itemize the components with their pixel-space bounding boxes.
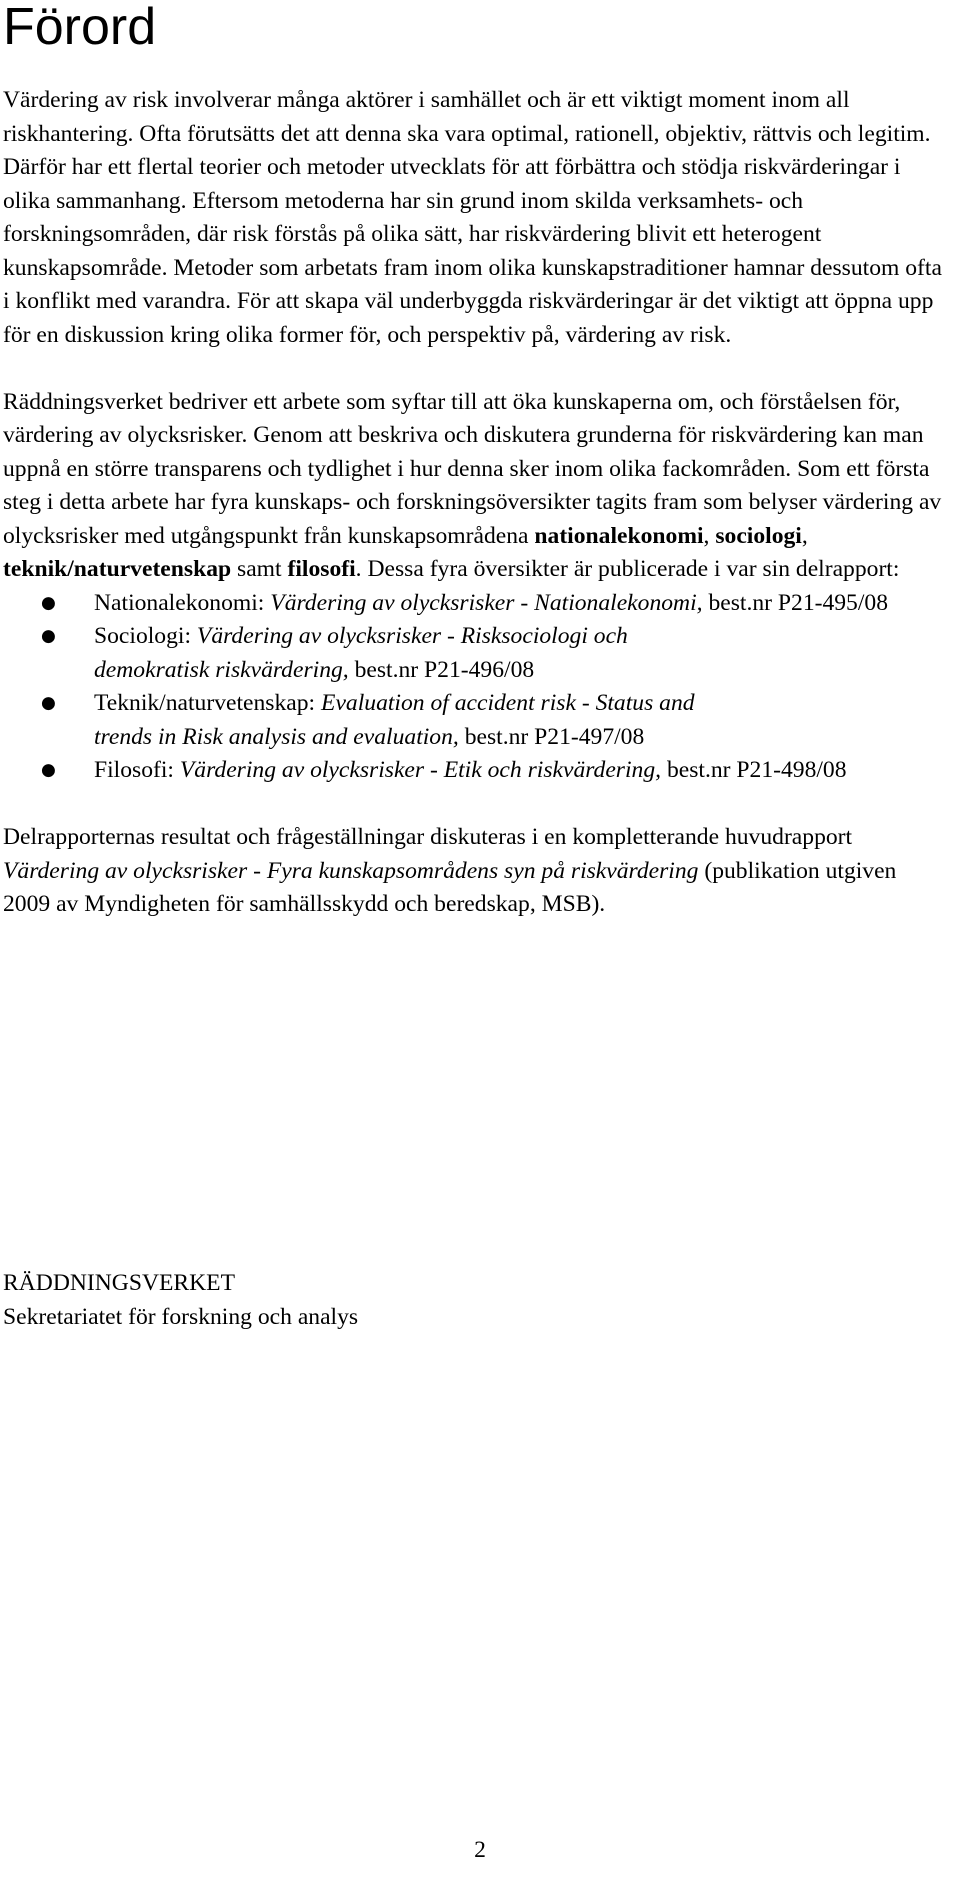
bullet-ref: best.nr P21-498/08 bbox=[666, 757, 847, 783]
main-report-title: Värdering av olycksrisker - Fyra kunskapsområdens syn på riskvärdering bbox=[3, 857, 699, 884]
page-number: 2 bbox=[474, 1837, 486, 1863]
field-filosofi: filosofi bbox=[287, 556, 356, 582]
bullet-title: Värdering av olycksrisker - Nationalekonomi, bbox=[270, 589, 703, 616]
bullet-field: Sociologi: bbox=[94, 623, 192, 649]
bullet-ref: best.nr P21-496/08 bbox=[354, 656, 535, 683]
field-sociologi: sociologi bbox=[715, 522, 802, 549]
bullet-ref: best.nr P21-497/08 bbox=[464, 723, 645, 750]
list-item bbox=[3, 754, 948, 788]
separator: , bbox=[703, 522, 710, 549]
field-teknik: teknik/naturvetenskap bbox=[3, 556, 232, 582]
list-item bbox=[3, 587, 948, 621]
report-list bbox=[3, 587, 948, 788]
body-text bbox=[3, 84, 948, 922]
paragraph-intro: Värdering av risk involverar många aktörer i samhället och är ett viktigt moment inom all riskhantering. Ofta förutsätts det att denna ska vara optimal, rationell, objektiv, rättvis och legitim. Därför har ett flertal teorier och metoder utvecklats för att förbättra och stödja riskvärderingar i olika sammanhang. Eftersom metoderna har sin grund inom skilda verksamhets- och forskningsområden, där risk förstås på olika sätt, har riskvärdering blivit ett heterogent kunskapsområde. Metoder som arbetats fram inom olika kunskapstraditioner hamnar dessutom ofta i konflikt med varandra. För att skapa väl underbyggda riskvärderingar är det viktigt att öppna upp för en diskussion kring olika former för, och perspektiv på, värdering av risk. bbox=[3, 87, 942, 348]
paragraph-work bbox=[3, 386, 948, 587]
bullet-field: Nationalekonomi: bbox=[94, 589, 265, 616]
para3-text-start: Delrapporternas resultat och frågeställningar diskuteras i en kompletterande huvudrapport bbox=[3, 824, 853, 850]
paragraph-conclusion bbox=[3, 821, 948, 922]
bullet-title: Värdering av olycksrisker - Risksociologi och bbox=[196, 623, 628, 649]
separator: , bbox=[801, 522, 808, 549]
field-nationalekonomi: nationalekonomi bbox=[534, 522, 704, 549]
list-item bbox=[3, 620, 948, 687]
separator: samt bbox=[237, 556, 282, 582]
signature-dept: Sekretariatet för forskning och analys bbox=[3, 1303, 359, 1330]
bullet-title: Evaluation of accident risk - Status and bbox=[321, 690, 695, 716]
bullet-title-cont: demokratisk riskvärdering, bbox=[94, 656, 349, 683]
bullet-field: Teknik/naturvetenskap: bbox=[94, 690, 316, 716]
para2-text-start: Räddningsverket bedriver ett arbete som syftar till att öka kunskaperna om, och förståelsen för, värdering av olycksrisker. Genom att beskriva och diskutera grunderna för riskvärdering kan man uppnå en större transparens och tydlighet i hur denna sker inom olika fackområden. Som ett första steg i detta arbete har fyra kunskaps- och forskningsöversikter tagits fram som belyser värdering av olycksrisker med utgångspunkt från kunskapsområdena bbox=[3, 388, 942, 549]
bullet-title-cont: trends in Risk analysis and evaluation, bbox=[94, 723, 459, 750]
signature-org: RÄDDNINGSVERKET bbox=[3, 1270, 235, 1296]
bullet-title: Värdering av olycksrisker - Etik och riskvärdering, bbox=[179, 757, 662, 783]
list-item bbox=[3, 687, 948, 754]
page-title: Förord bbox=[3, 0, 157, 56]
bullet-field: Filosofi: bbox=[94, 757, 174, 783]
signature-block bbox=[3, 1267, 358, 1334]
para3-text-end: (publikation utgiven 2009 av Myndigheten för samhällsskydd och beredskap, MSB). bbox=[3, 857, 897, 917]
para2-text-end: . Dessa fyra översikter är publicerade i var sin delrapport: bbox=[355, 556, 900, 582]
bullet-ref: best.nr P21-495/08 bbox=[708, 589, 889, 616]
